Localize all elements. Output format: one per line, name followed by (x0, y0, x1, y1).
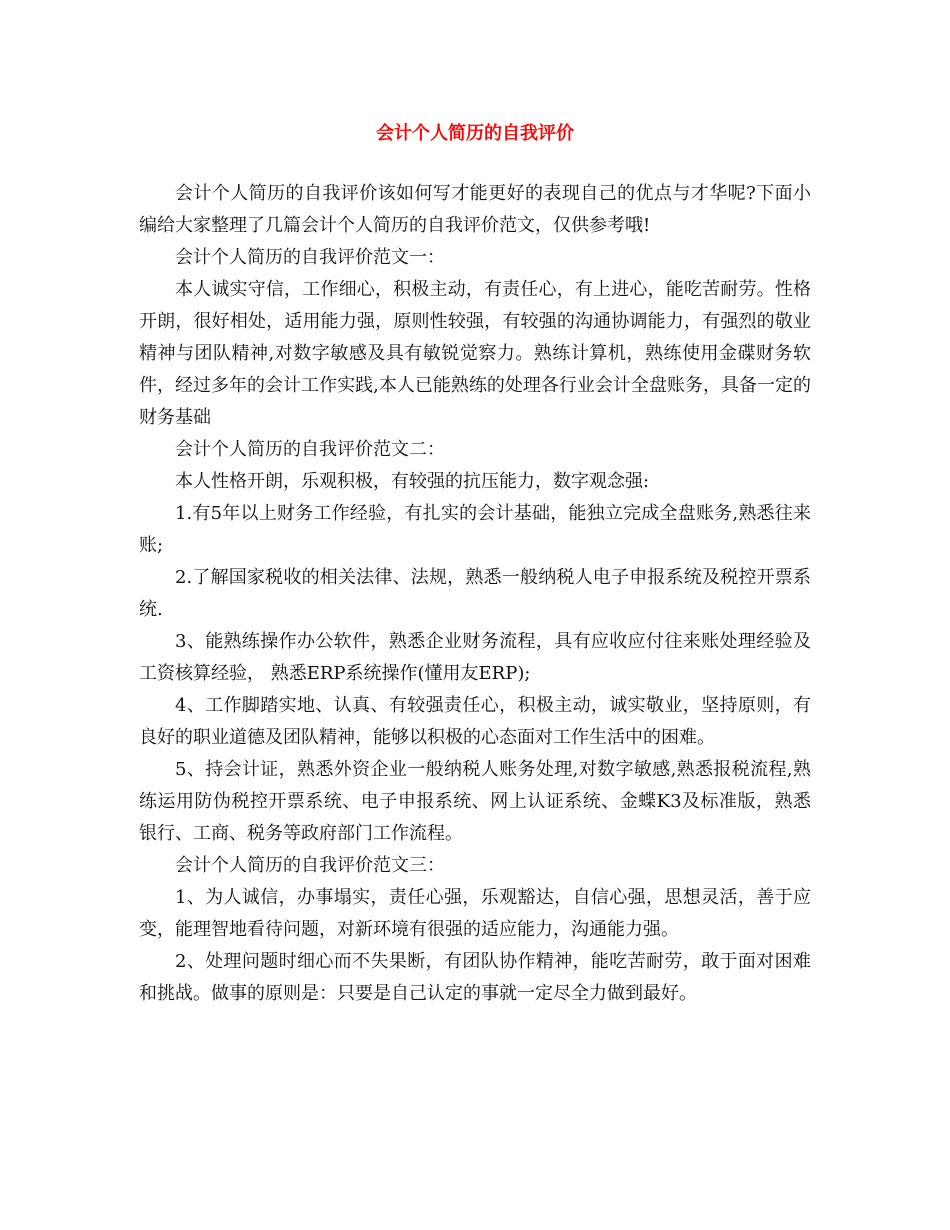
intro-paragraph: 会计个人简历的自我评价该如何写才能更好的表现自己的优点与才华呢?下面小编给大家整理了几篇会计个人简历的自我评价范文，仅供参考哦! (139, 183, 811, 236)
sample-three-item-2: 2、处理问题时细心而不失果断，有团队协作精神，能吃苦耐劳，敢于面对困难和挑战。做事的原则是：只要是自己认定的事就一定尽全力做到最好。 (139, 951, 811, 1004)
sample-three-item-1: 1、为人诚信，办事塌实，责任心强，乐观豁达，自信心强，思想灵活，善于应变，能理智地看待问题，对新环境有很强的适应能力，沟通能力强。 (139, 887, 811, 940)
sample-two-intro: 本人性格开朗，乐观积极，有较强的抗压能力，数字观念强: (175, 471, 650, 492)
sample-two-heading: 会计个人简历的自我评价范文二： (175, 439, 445, 460)
document-title: 会计个人简历的自我评价 (376, 123, 574, 144)
sample-two-item-1: 1.有5年以上财务工作经验，有扎实的会计基础，能独立完成全盘账务,熟悉往来账; (139, 503, 811, 556)
document-body (139, 178, 811, 1010)
sample-two-item-5: 5、持会计证，熟悉外资企业一般纳税人账务处理,对数字敏感,熟悉报税流程,熟练运用防伪税控开票系统、电子申报系统、网上认证系统、金蝶K3及标准版，熟悉银行、工商、税务等政府部门工作流程。 (139, 759, 811, 844)
sample-two-item-3: 3、能熟练操作办公软件，熟悉企业财务流程，具有应收应付往来账处理经验及工资核算经验， 熟悉ERP系统操作(懂用友ERP); (139, 631, 811, 684)
sample-three-heading: 会计个人简历的自我评价范文三： (175, 855, 445, 876)
sample-one-heading: 会计个人简历的自我评价范文一： (175, 247, 445, 268)
sample-two-item-4: 4、工作脚踏实地、认真、有较强责任心，积极主动，诚实敬业，坚持原则，有良好的职业道德及团队精神，能够以积极的心态面对工作生活中的困难。 (139, 695, 811, 748)
sample-two-item-2: 2.了解国家税收的相关法律、法规，熟悉一般纳税人电子申报系统及税控开票系统. (139, 567, 811, 620)
sample-one-paragraph: 本人诚实守信，工作细心，积极主动，有责任心，有上进心，能吃苦耐劳。性格开朗，很好相处，适用能力强，原则性较强，有较强的沟通协调能力，有强烈的敬业精神与团队精神,对数字敏感及具有敏锐觉察力。熟练计算机，熟练使用金碟财务软件，经过多年的会计工作实践,本人已能熟练的处理各行业会计全盘账务，具备一定的财务基础 (139, 279, 811, 428)
